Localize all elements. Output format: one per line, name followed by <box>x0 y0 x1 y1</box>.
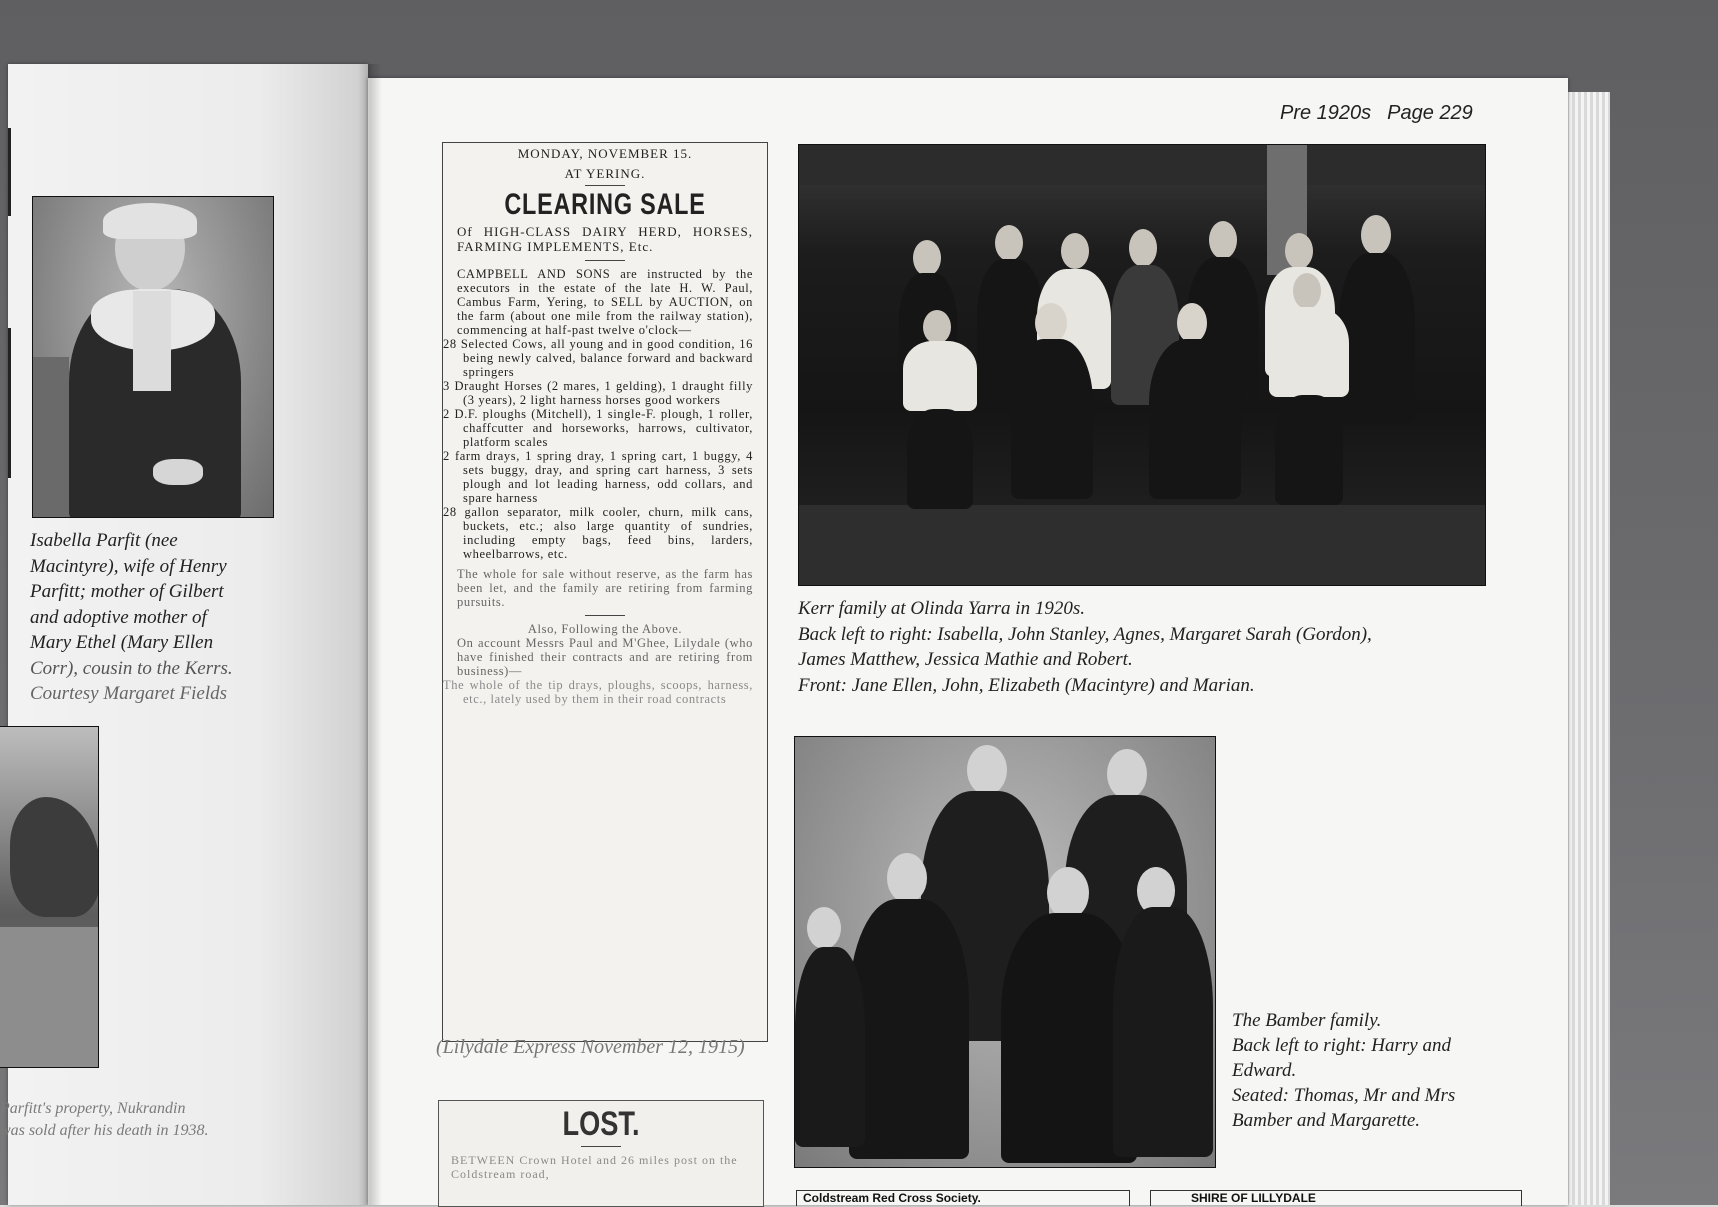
page-edge-mark <box>8 128 11 216</box>
bamber-caption <box>1232 1008 1455 1133</box>
caption-line: Bamber and Margarette. <box>1232 1110 1421 1131</box>
clip-place-line: AT YERING. <box>564 166 646 181</box>
clip-subtitle: Of HIGH-CLASS DAIRY HERD, HORSES, FARMING IMPLEMENTS, Etc. <box>457 224 753 254</box>
clip-account-item: The whole of the tip drays, ploughs, scoops, harness, etc., lately used by them in their road contracts <box>443 678 753 706</box>
caption-line: The Bamber family. <box>1232 1010 1382 1031</box>
running-head <box>1280 102 1489 125</box>
clip-rule <box>581 1146 621 1147</box>
caption-line: Parfitt; mother of Gilbert <box>30 581 224 602</box>
caption-line: Courtesy Margaret Fields <box>30 683 228 704</box>
clip-intro: CAMPBELL AND SONS are instructed by the executors in the estate of the late H. W. Paul, Cambus Farm, Yering, to SELL by AUCTION, on the farm (about one mile from the railway station), commencing at half-past twelve o'clock— <box>457 267 753 337</box>
clearing-sale-clipping <box>442 142 768 1042</box>
clip-item: 28 gallon separator, milk cooler, churn, milk cans, buckets, etc.; also large quantity of sundries, including empty bags, feed bins, larders, wheelbarrows, etc. <box>443 505 753 561</box>
caption-line: Kerr family at Olinda Yarra in 1920s. <box>798 598 1085 619</box>
caption-line: Back left to right: Isabella, John Stanley, Agnes, Margaret Sarah (Gordon), <box>798 623 1372 645</box>
clip-closing: The whole for sale without reserve, as the farm has been let, and the family are retiring from farming pursuits. <box>457 567 753 609</box>
caption-line: Isabella Parfit (nee <box>30 530 178 551</box>
clip-item: 2 D.F. ploughs (Mitchell), 1 single-F. plough, 1 roller, chaffcutter and horseworks, harrows, cultivator, platform scales <box>443 407 753 449</box>
lost-text: BETWEEN Crown Hotel and 26 miles post on the Coldstream road, <box>451 1153 738 1181</box>
clip-item: 3 Draught Horses (2 mares, 1 gelding), 1 draught filly (3 years), 2 light harness horses good workers <box>443 379 753 407</box>
caption-line: Corr), cousin to the Kerrs. <box>30 657 233 679</box>
portrait-caption <box>30 528 233 707</box>
clip-rule <box>585 185 625 186</box>
clip-account: On account Messrs Paul and M'Ghee, Lilydale (who have finished their contracts and are retiring from business)— <box>457 636 753 678</box>
caption-line: was sold after his death in 1938. <box>0 1122 209 1139</box>
clip-item: 28 Selected Cows, all young and in good condition, 16 being newly calved, balance forward and backward springers <box>443 337 753 379</box>
caption-line: Mary Ethel (Mary Ellen <box>30 632 214 653</box>
clip-rule <box>585 260 625 261</box>
caption-line: Macintyre), wife of Henry <box>30 555 227 577</box>
page-edges <box>1566 92 1610 1205</box>
page-edge-mark <box>8 328 11 478</box>
caption-line: Parfitt's property, Nukrandin <box>0 1100 186 1117</box>
kerr-caption <box>798 596 1372 698</box>
isabella-parfit-portrait <box>32 196 274 518</box>
bamber-family-photo <box>794 736 1216 1168</box>
red-cross-clipping: Coldstream Red Cross Society. <box>796 1190 1130 1206</box>
lost-title: LOST. <box>562 1105 640 1143</box>
section-label: Pre 1920s <box>1280 102 1372 124</box>
clip-date-line: MONDAY, NOVEMBER 15. <box>517 146 693 161</box>
clip-rule <box>585 615 625 616</box>
caption-line: Seated: Thomas, Mr and Mrs <box>1232 1085 1456 1106</box>
property-caption <box>0 1098 208 1142</box>
page-number: Page 229 <box>1387 102 1473 124</box>
clip-also: Also, Following the Above. <box>527 622 683 636</box>
caption-line: Back left to right: Harry and <box>1232 1035 1451 1056</box>
kerr-family-photo <box>798 144 1486 586</box>
caption-line: and adoptive mother of <box>30 606 207 628</box>
shire-clipping: SHIRE OF LILLYDALE <box>1150 1190 1522 1206</box>
lost-clipping <box>438 1100 764 1207</box>
clip-source: (Lilydale Express November 12, 1915) <box>436 1036 745 1058</box>
clip-title: CLEARING SALE <box>504 188 706 221</box>
clip-item: 2 farm drays, 1 spring dray, 1 spring cart, 1 buggy, 4 sets buggy, dray, and spring cart harness, 3 sets plough and lot leading harness, odd collars, and spare harness <box>443 449 753 505</box>
caption-line: Edward. <box>1232 1060 1297 1081</box>
caption-line: Front: Jane Ellen, John, Elizabeth (Macintyre) and Marian. <box>798 674 1255 696</box>
book-gutter <box>358 64 382 1205</box>
property-photo <box>0 726 99 1068</box>
caption-line: James Matthew, Jessica Mathie and Robert. <box>798 649 1133 670</box>
